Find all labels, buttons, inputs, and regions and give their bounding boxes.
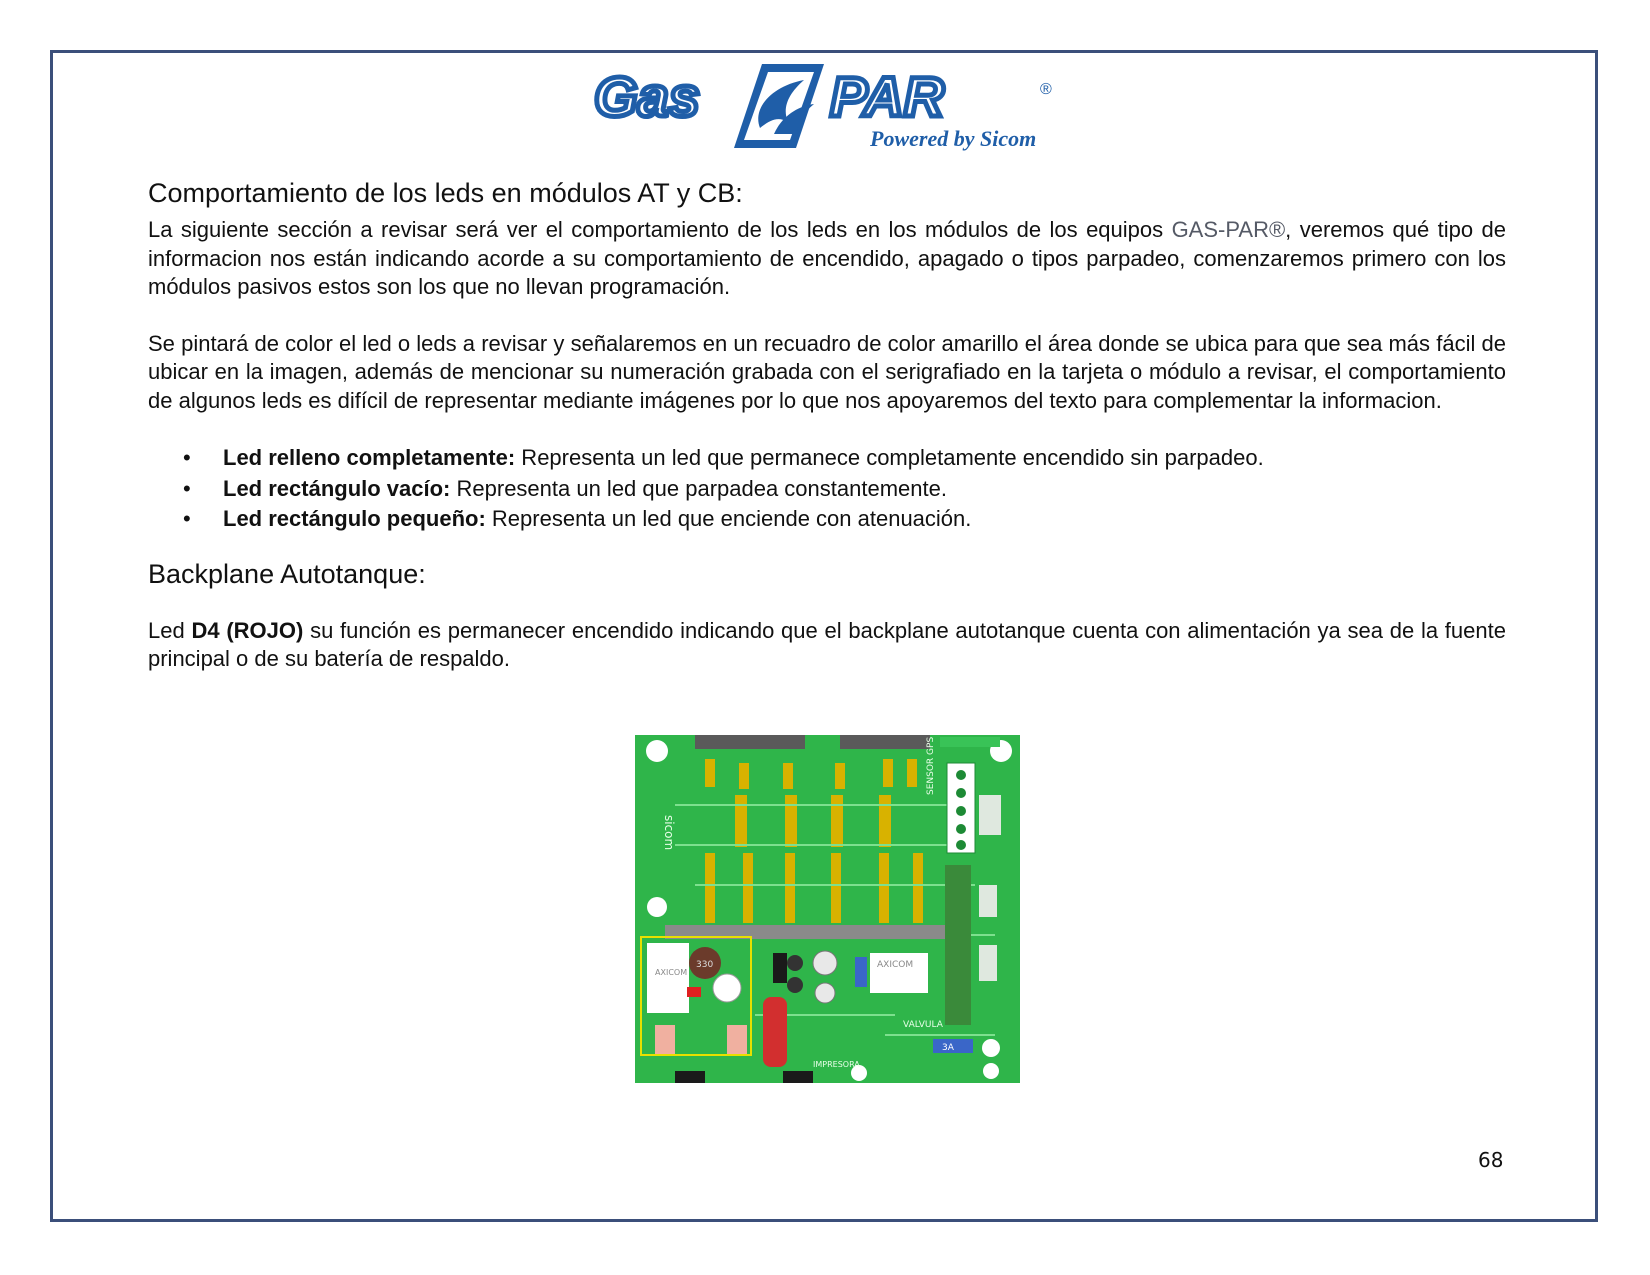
svg-text:Powered by Sicom: Powered by Sicom [870,126,1037,151]
d4-paragraph: Led D4 (ROJO) su función es permanecer encendido indicando que el backplane autotanque cuenta con alimentación ya sea de la fuente principal o de su batería de respaldo. [148,617,1506,671]
section-title-leds: Comportamiento de los leds en módulos AT y CB: [148,178,743,208]
led-d4-label: D4 (ROJO) [191,617,304,643]
svg-text:sicom: sicom [662,815,676,851]
svg-text:®: ® [1040,81,1052,98]
svg-text:PAR: PAR [830,65,945,128]
list-item: • Led rectángulo vacío: Representa un led que parpadea constantemente. [223,474,1506,505]
list-item: • Led rectángulo pequeño: Representa un led que enciende con atenuación. [223,504,1506,535]
svg-text:3A: 3A [942,1043,954,1053]
backplane-board-image [635,735,1020,1083]
svg-text:IMPRESORA: IMPRESORA [813,1060,860,1069]
marking-paragraph: Se pintará de color el led o leds a revisar y señalaremos en un recuadro de color amarillo el área donde se ubica para que sea más fácil de ubicar en la imagen, además de mencionar su numeración grabada con el serigrafiado en la tarjeta o módulo a revisar, el comportamiento de algunos leds es difícil de representar mediante imágenes por lo que nos apoyaremos del texto para complementar la informacion. [148,330,1506,413]
list-item: • Led relleno completamente: Representa un led que permanece completamente encendido sin parpadeo. [223,443,1506,474]
brand-mention: GAS-PAR® [1171,217,1286,242]
led-d4 [687,987,701,997]
svg-text:AXICOM: AXICOM [655,968,688,977]
svg-text:SENSOR GPS: SENSOR GPS [926,736,936,795]
led-legend-list [148,443,1506,535]
intro-paragraph: La siguiente sección a revisar será ver el comportamiento de los leds en los módulos de los equipos GAS-PAR®, veremos qué tipo de informacion nos están indicando acorde a su comportamiento de encendido, apagado o tipos parpadeo, comenzaremos primero con los módulos pasivos estos son los que no llevan programación. [148,217,1506,299]
gaspar-logo [592,58,1062,154]
svg-text:330: 330 [696,960,714,970]
svg-text:VALVULA: VALVULA [903,1020,943,1030]
svg-text:Gas: Gas [594,65,700,128]
page-content [148,176,1506,674]
section-title-backplane: Backplane Autotanque: [148,558,426,589]
page-number: 68 [1478,1148,1504,1172]
svg-text:AXICOM: AXICOM [877,960,914,970]
